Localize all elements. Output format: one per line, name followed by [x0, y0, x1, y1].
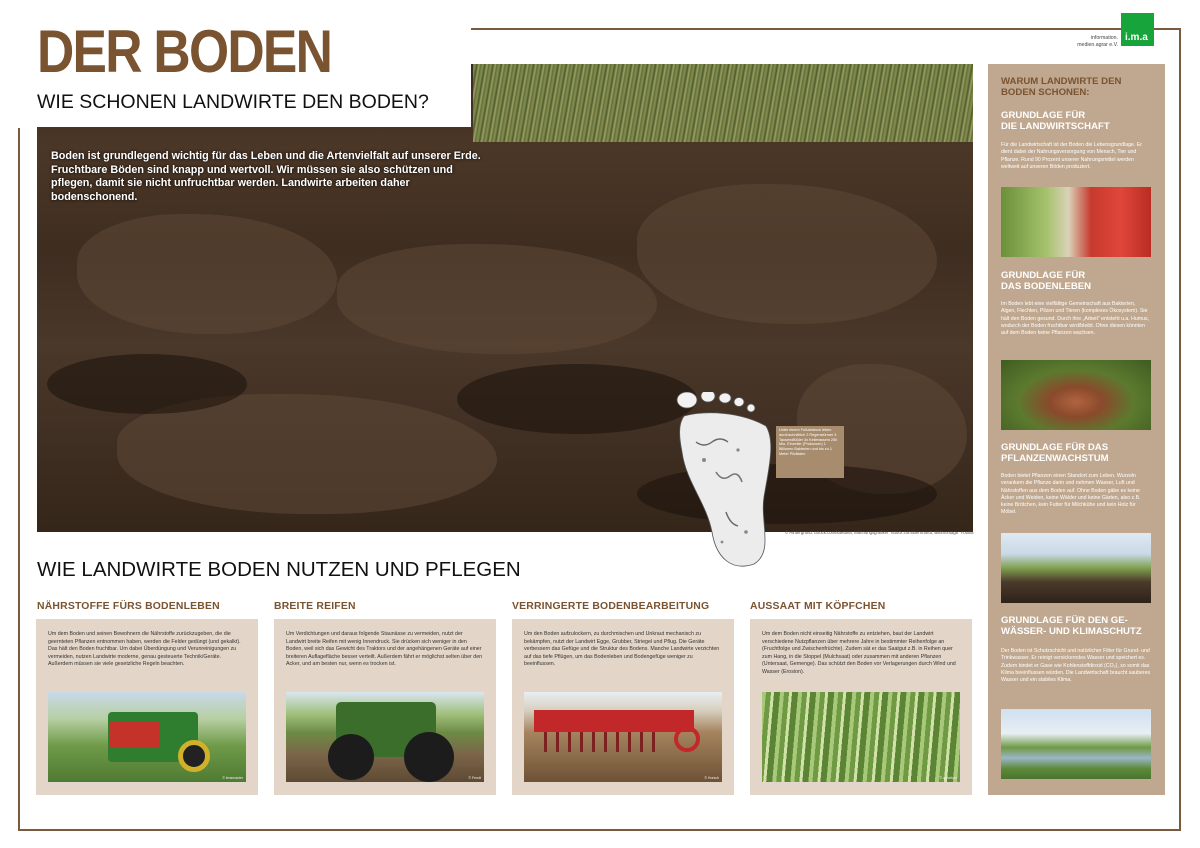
- column-box-naehrstoffe: [36, 619, 258, 795]
- tractor-wheel: [404, 732, 454, 782]
- column-box-breite-reifen: [274, 619, 496, 795]
- frame-line-bottom: [18, 829, 1181, 831]
- page-title: DER BODEN: [37, 18, 332, 85]
- sidebar-title-line2: DAS BODENLEBEN: [1001, 281, 1092, 292]
- cultivator-frame: [534, 710, 694, 732]
- sidebar-section-text: Im Boden lebt eine vielfältige Gemeinschaft aus Bakterien, Algen, Flechten, Pilzen und Tieren (komplexes Ökosystem). Sie hält den Boden gesund. Durch ihre „Arbeit" entsteht u.a. Humus, wodurch der Boden fruchtbar wird/bleibt. Ohne diesen könnten auf dem Boden keine Pflanzen wachsen.: [1001, 301, 1150, 337]
- frame-line-right: [1179, 28, 1181, 831]
- column-title-naehrstoffe: NÄHRSTOFFE FÜRS BODENLEBEN: [37, 601, 220, 612]
- column-title-aussaat: AUSSAAT MIT KÖPFCHEN: [750, 601, 886, 612]
- grass-strip: [473, 64, 973, 142]
- photo-credit: © Fendt: [468, 776, 481, 780]
- sidebar-section-title: [1001, 615, 1142, 637]
- sidebar-section-text: Für die Landwirtschaft ist der Boden die Lebensgrundlage. Er dient dabei der Nahrungsversorgung von Mensch, Tier und Pflanze. Rund 90 Prozent unserer Nahrungsmittel werden weltweit auf unseren Böden produziert.: [1001, 142, 1143, 170]
- tractor-wheel: [328, 734, 374, 780]
- sidebar-heading: [1001, 76, 1121, 98]
- wide-tires-tractor-photo: [286, 692, 484, 782]
- tractor-wheel: [178, 740, 210, 772]
- frame-line-top: [471, 28, 1181, 30]
- footprint-icon: [676, 392, 786, 570]
- soil-shadow: [457, 364, 697, 434]
- cultivator-wheel: [674, 726, 700, 752]
- sidebar-title-line2: PFLANZENWACHSTUM: [1001, 453, 1109, 464]
- soil-shadow: [47, 354, 247, 414]
- section-title: WIE LANDWIRTE BODEN NUTZEN UND PFLEGEN: [37, 558, 521, 581]
- spreader-shape: [110, 722, 160, 748]
- footprint-info-box: Unter einem Fußabdruck leben durchschnittlich 2 Regenwürmer 3 Tausendfüßler 3x Kellerasseln 250 Mio. Einzeller (Protozoen) 1 Billionen Bakterien und bis zu 1 Meter Pilzfäden: [776, 426, 844, 478]
- earthworm-photo: [1001, 360, 1151, 430]
- ima-logo: [1121, 13, 1154, 46]
- photo-credit: © lensmaster: [222, 776, 243, 780]
- frame-line-left: [18, 128, 20, 831]
- logo-caption: [1064, 35, 1118, 48]
- sidebar-section-text: Boden bietet Pflanzen einen Standort zum Leben. Wurzeln verankern die Pflanze darin und nehmen Wasser, Luft und Nährstoffen aus dem Boden auf. Ohne Boden gäbe es keine Äcker und Weiden, keine Wälder und keine Gärten, also z.B. keine Brötchen, kein Futter für Milchkühe und kein Holz für Möbel.: [1001, 473, 1141, 516]
- corn-field-photo: [762, 692, 960, 782]
- river-landscape-photo: [1001, 709, 1151, 779]
- cultivator-tines: [544, 732, 664, 752]
- sidebar-heading-line1: WARUM LANDWIRTE DEN: [1001, 76, 1122, 87]
- page-subtitle: WIE SCHONEN LANDWIRTE DEN BODEN?: [37, 91, 429, 113]
- column-title-bodenbearbeitung: VERRINGERTE BODENBEARBEITUNG: [512, 601, 710, 612]
- cultivator-photo: [524, 692, 722, 782]
- column-text: Um dem Boden nicht einseitig Nährstoffe zu entziehen, baut der Landwirt verschiedene Nutzpflanzen über mehrere Jahre in bestimmter Reihenfolge an (Fruchtfolge und Zwischenfrüchte). Zudem sät er das Saatgut z.B. in Reihen quer zum Hang, in die Stoppel (Mulchsaat) oder zusammen mit anderen Pflanzen (Untersaat, Gemenge). Das schützt den Boden vor Verlagerungen durch Wind und Wasser (Erosion).: [762, 631, 956, 675]
- sidebar-why-protect-soil: [988, 64, 1165, 795]
- sidebar-section-text: Der Boden ist Schutzschicht und natürlicher Filter für Grund- und Trinkwasser. Er reinigt versickerndes Wasser und speichert es. Zudem bindet er Gase wie Kohlenstoffdioxid (CO₂), so somit das Klima beeinflussen würden. Die Landwirtschaft braucht sauberes Wasser und ein stabiles Klima.: [1001, 648, 1151, 684]
- column-text: Um den Boden aufzulockern, zu durchmischen und Unkraut mechanisch zu bekämpfen, nutzt der Landwirt Egge, Grubber, Striegel und Pflug. Die Geräte verbessern das Gefüge und die Struktur des Bodens. Manche Landwirte verzichten auf das tiefe Pflügen, um das Bodenleben und Bodengefüge weniger zu beeinflussen.: [524, 631, 720, 668]
- sidebar-title-line2: DIE LANDWIRTSCHAFT: [1001, 121, 1110, 132]
- seedlings-photo: [1001, 533, 1151, 603]
- intro-text: Boden ist grundlegend wichtig für das Leben und die Artenvielfalt auf unserer Erde. Fruchtbare Böden sind knapp und wertvoll. Wir müssen sie also schützen und pflegen, damit sie nicht unfruchtbar werden. Landwirte arbeiten daher bodenschonend.: [51, 150, 481, 203]
- soil-texture: [637, 184, 937, 324]
- column-box-aussaat: [750, 619, 972, 795]
- column-text: Um Verdichtungen und daraus folgende Staunässe zu vermeiden, nutzt der Landwirt breite Reifen mit wenig Innendruck. Sie drücken sich weniger in den Boden, weil sich das Gewicht des Traktors und der angehängenen Geräte auf einer breiteren Auflagefläche besser verteilt. Außerdem fährt er möglichst selten über den Acker, und am besten nur, wenn es trocken ist.: [286, 631, 483, 668]
- vegetables-photo: [1001, 187, 1151, 257]
- sidebar-title-line1: GRUNDLAGE FÜR DEN GE-: [1001, 615, 1128, 626]
- column-box-bodenbearbeitung: [512, 619, 734, 795]
- sidebar-title-line1: GRUNDLAGE FÜR DAS: [1001, 442, 1109, 453]
- sidebar-section-title: [1001, 442, 1109, 464]
- photo-credit: © Hintergrund: iStock.com/kaetana; Mahnungsgrafiker: iStock.com/Bernhardt; Bildmontage: Fotolia: [785, 530, 974, 535]
- sidebar-section-title: [1001, 270, 1091, 292]
- sidebar-title-line1: GRUNDLAGE FÜR: [1001, 270, 1086, 281]
- sidebar-title-line2: WÄSSER- UND KLIMASCHUTZ: [1001, 626, 1142, 637]
- logo-line2: medien.agrar e.V.: [1077, 41, 1118, 48]
- sidebar-section-title: [1001, 110, 1110, 132]
- logo-line1: information.: [1090, 35, 1118, 41]
- photo-credit: © agrarfoto: [939, 776, 957, 780]
- photo-credit: © Horsch: [704, 776, 719, 780]
- fertilizer-tractor-photo: [48, 692, 246, 782]
- soil-texture: [337, 244, 657, 354]
- column-title-breite-reifen: BREITE REIFEN: [274, 601, 356, 612]
- soil-texture: [77, 214, 337, 334]
- logo-mark: i.m.a: [1125, 32, 1148, 43]
- column-text: Um dem Boden und seinen Bewohnern die Nährstoffe zurückzugeben, die die geernteten Pflanzen entnommen haben, werden die Felder gedüngt (und gekalkt). Das hält den Boden fruchtbar. Um dabei Überdüngung und Verunreinigungen zu vermeiden, nutzen Landwirte moderne, genau gesteuerte Technik/Geräte. Außerdem müssen sie viele gesetzliche Regeln beachten.: [48, 631, 241, 668]
- sidebar-title-line1: GRUNDLAGE FÜR: [1001, 110, 1086, 121]
- sidebar-heading-line2: BODEN SCHONEN:: [1001, 87, 1090, 98]
